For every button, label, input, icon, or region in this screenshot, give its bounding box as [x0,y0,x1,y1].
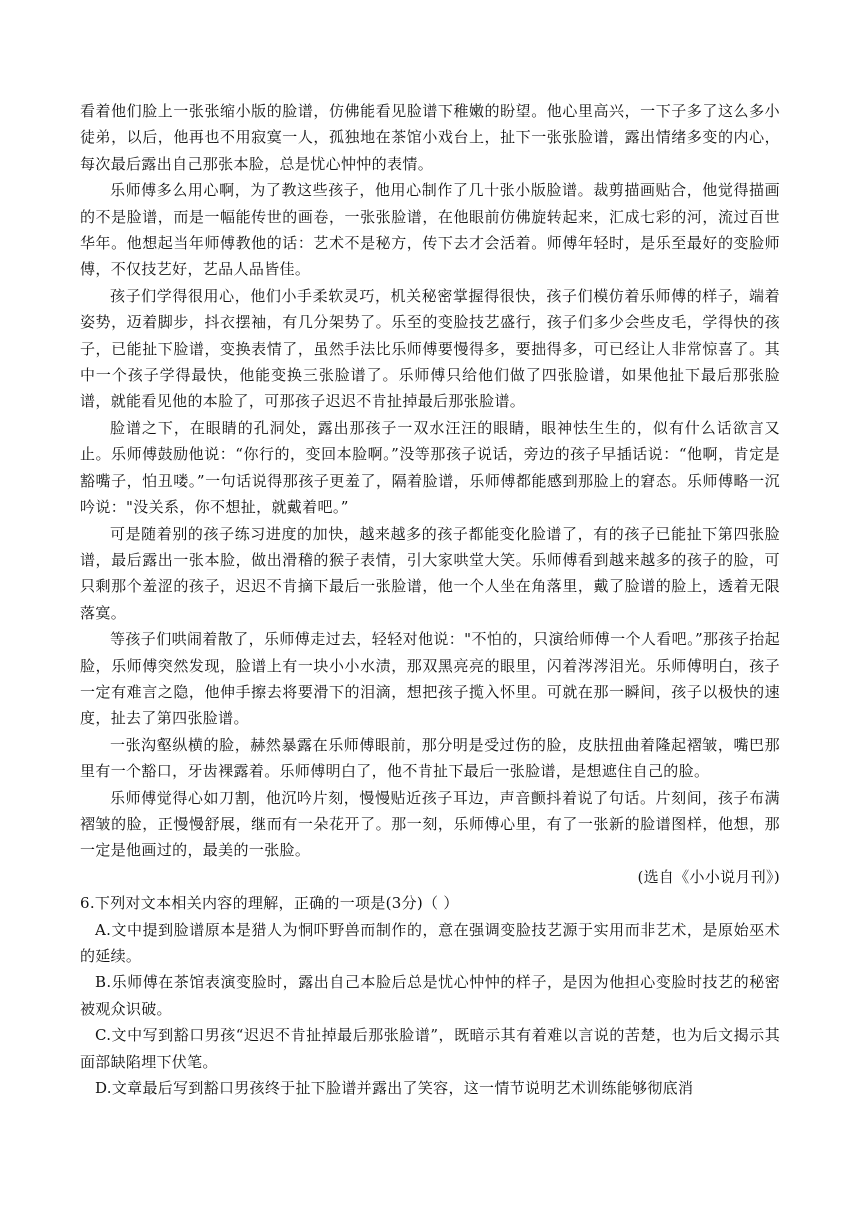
story-paragraph: 乐师傅多么用心啊，为了教这些孩子，他用心制作了几十张小版脸谱。裁剪描画贴合，他觉得描画的不是脸谱，而是一幅能传世的画卷，一张张脸谱，在他眼前仿佛旋转起来，汇成七彩的河，流过百世华年。他想起当年师傅教他的话：艺术不是秘方，传下去才会活着。师傅年轻时，是乐至最好的变脸师傅，不仅技艺好，艺品人品皆佳。 [80,181,780,279]
option-a: A.文中提到脸谱原本是猎人为恫吓野兽而制作的，意在强调变脸技艺源于实用而非艺术，是原始巫术的延续。 [80,920,780,965]
question-6 [80,890,780,1101]
story-paragraph: 脸谱之下，在眼睛的孔洞处，露出那孩子一双水汪汪的眼睛，眼神怯生生的，似有什么话欲言又止。乐师傅鼓励他说：“你行的，变回本脸啊。”没等那孩子说话，旁边的孩子早插话说：“他啊，肯定是豁嘴子，怕丑喽。”一句话说得那孩子更羞了，隔着脸谱，乐师傅都能感到那脸上的窘态。乐师傅略一沉吟说："没关系，你不想扯，就戴着吧。” [80,418,780,517]
story-paragraph: 孩子们学得很用心，他们小手柔软灵巧，机关秘密掌握得很快，孩子们模仿着乐师傅的样子，端着姿势，迈着脚步，抖衣摆袖，有几分架势了。乐至的变脸技艺盛行，孩子们多少会些皮毛，学得快的孩子，已能扯下脸谱，变换表情了，虽然手法比乐师傅要慢得多，要拙得多，可已经让人非常惊喜了。其中一个孩子学得最快，他能变换三张脸谱了。乐师傅只给他们做了四张脸谱，如果他扯下最后那张脸谱，就能看见他的本脸了，可那孩子迟迟不肯扯掉最后那张脸谱。 [80,286,780,411]
question-stem: 6.下列对文本相关内容的理解，正确的一项是(3分)（ ） [80,894,459,913]
option-c: C.文中写到豁口男孩“迟迟不肯扯掉最后那张脸谱”，既暗示其有着难以言说的苦楚，也为后文揭示其面部缺陷埋下伏笔。 [80,1026,780,1071]
story-paragraph: 可是随着别的孩子练习进度的加快，越来越多的孩子都能变化脸谱了，有的孩子已能扯下第四张脸谱，最后露出一张本脸，做出滑稽的猴子表情，引大家哄堂大笑。乐师傅看到越来越多的孩子的脸，可只剩那个羞涩的孩子，迟迟不肯摘下最后一张脸谱，他一个人坐在角落里，戴了脸谱的脸上，透着无限落寞。 [80,524,780,622]
story-text [80,98,780,864]
option-d: D.文章最后写到豁口男孩终于扯下脸谱并露出了笑容，这一情节说明艺术训练能够彻底消 [95,1079,694,1098]
story-paragraph: 乐师傅觉得心如刀割，他沉吟片刻，慢慢贴近孩子耳边，声音颤抖着说了句话。片刻间，孩子布满褶皱的脸，正慢慢舒展，继而有一朵花开了。那一刻，乐师傅心里，有了一张新的脸谱图样，他想，那一定是他画过的，最美的一张脸。 [80,788,780,860]
source-citation: (选自《小小说月刊》) [637,867,780,886]
story-paragraph: 看着他们脸上一张张缩小版的脸谱，仿佛能看见脸谱下稚嫩的盼望。他心里高兴，一下子多了这么多小徒弟，以后，他再也不用寂寞一人，孤独地在茶馆小戏台上，扯下一张张脸谱，露出情绪多变的内心，每次最后露出自己那张本脸，总是忧心忡忡的表情。 [80,102,780,173]
story-paragraph: 一张沟壑纵横的脸，赫然暴露在乐师傅眼前，那分明是受过伤的脸，皮肤扭曲着隆起褶皱，嘴巴那里有一个豁口，牙齿裸露着。乐师傅明白了，他不肯扯下最后一张脸谱，是想遮住自己的脸。 [80,735,780,781]
story-paragraph: 等孩子们哄闹着散了，乐师傅走过去，轻轻对他说："不怕的，只演给师傅一个人看吧。”那孩子抬起脸，乐师傅突然发现，脸谱上有一块小小水渍，那双黑亮亮的眼里，闪着涔涔泪光。乐师傅明白，孩子一定有难言之隐，他伸手擦去将要滑下的泪滴，想把孩子揽入怀里。可就在那一瞬间，孩子以极快的速度，扯去了第四张脸谱。 [80,630,780,728]
option-b: B.乐师傅在茶馆表演变脸时，露出自己本脸后总是忧心忡忡的样子，是因为他担心变脸时技艺的秘密被观众识破。 [80,973,780,1018]
